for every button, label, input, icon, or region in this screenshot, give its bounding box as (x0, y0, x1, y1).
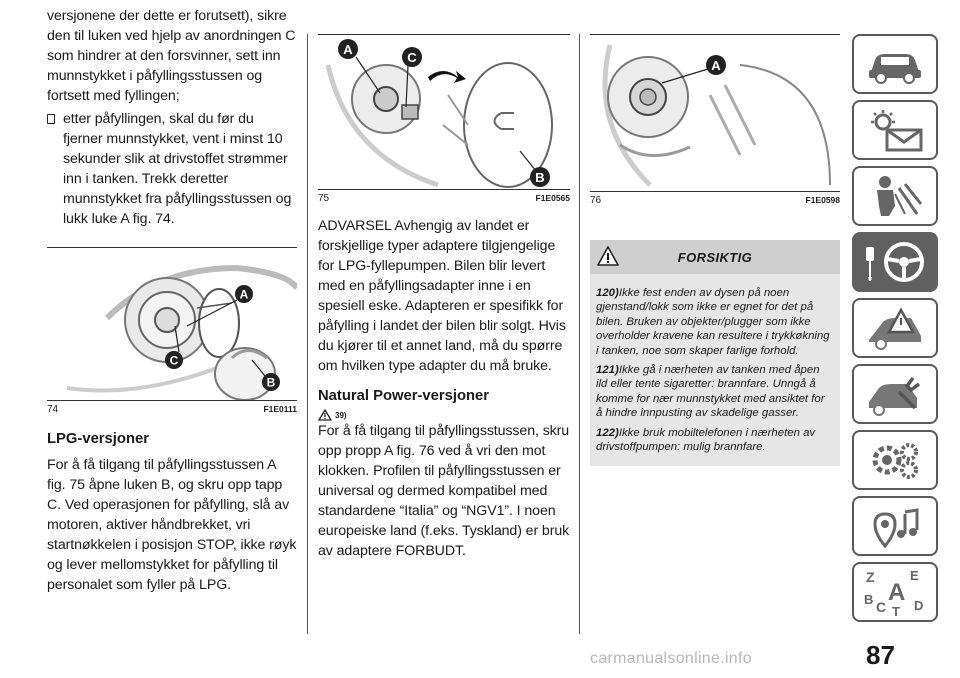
label-a (706, 55, 726, 75)
figure-code: F1E0565 (535, 193, 570, 203)
chapter-tabs (852, 34, 938, 628)
bullet-item (47, 109, 297, 229)
label-c (165, 351, 183, 369)
emergency-icon (865, 306, 925, 350)
caution-item-text: Ikke gå i nærheten av tanken med åpen ild eller tente sigaretter: brannfare. Unngå å komme for nær munnstykket med ansiktet for å hindre innpusting av skadelige gasser. (596, 364, 825, 420)
index-letter-z: Z (866, 569, 875, 585)
figure-code: F1E0598 (805, 195, 840, 205)
tab-multimedia[interactable] (852, 496, 938, 556)
tab-driving[interactable] (852, 232, 938, 292)
natural-power-paragraph: For å få tilgang til påfyllingsstussen, skru opp propp A fig. 76 ved å vri den mot klokken. Profilen til påfyllingsstussen er universal og dermed kompatibel med standardene “Italia” og “NGV1”. I noen europeiske land (f.eks. Tyskland) er bruk av adaptere FORBUDT. (318, 423, 570, 559)
caution-item (596, 426, 834, 455)
page-number: 87 (866, 640, 895, 670)
figure-number: 76 (590, 195, 602, 206)
label-a (338, 39, 358, 59)
svg-text:C: C (407, 50, 417, 65)
tab-emergency[interactable] (852, 298, 938, 358)
intro-paragraph: versjonene der dette er forutsett), sikre den til luken ved hjelp av anordningen C som hindrer at den forsvinner, sett inn munnstykket i påfyllingsstussen og fortsett med fyllingen; (47, 8, 296, 104)
column-divider-2 (579, 34, 580, 634)
caution-box (590, 240, 840, 466)
caution-item (596, 363, 834, 421)
svg-text:C: C (169, 353, 179, 368)
figure-74 (47, 247, 297, 401)
label-b (262, 373, 280, 391)
lpg-filler-illustration (318, 35, 570, 189)
safety-icon (865, 174, 925, 218)
index-letter-c: C (876, 599, 887, 615)
caution-item-number: 122) (596, 426, 619, 439)
label-b (530, 167, 550, 187)
figure-number: 74 (47, 404, 59, 415)
caution-item-number: 120) (596, 287, 619, 299)
index-letter-e: E (910, 568, 919, 583)
svg-text:A: A (711, 58, 721, 73)
caution-item (596, 286, 834, 358)
figure-75 (318, 34, 570, 190)
tab-car-overview[interactable] (852, 34, 938, 94)
tab-safety[interactable] (852, 166, 938, 226)
bullet-square-icon (47, 114, 55, 124)
label-a (235, 285, 253, 303)
fuel-flap-illustration (47, 248, 297, 400)
technical-data-icon (865, 438, 925, 482)
caution-title: FORSIKTIG (677, 249, 753, 265)
index-letter-a: A (888, 579, 906, 606)
figure-76-caption (590, 195, 840, 206)
caution-item-text: Ikke fest enden av dysen på noen gjenstand/lokk som ikke er egnet for det på bilen. Bruken av objekter/plugger som ikke overholder kravene kan resultere i trykkøkning i tanken, noe som skaper farlige forhold. (596, 287, 830, 357)
reference-marker (318, 409, 570, 421)
caution-item-text: Ikke bruk mobiltelefonen i nærheten av drivstoffpumpen: mulig brannfare. (596, 426, 816, 454)
tab-index[interactable] (852, 562, 938, 622)
bullet-text: etter påfyllingen, skal du før du fjerner munnstykket, vent i minst 10 sekunder slik at drivstoffet strømmer inn i tanken. Trekk deretter munnstykket fra påfyllingsstussen og lukk luke A fig. 74. (63, 111, 292, 227)
figure-76 (590, 34, 840, 192)
svg-text:B: B (535, 170, 545, 185)
index-letter-d: D (914, 598, 924, 613)
reference-number: 39) (335, 410, 347, 420)
multimedia-icon (865, 504, 925, 548)
maintenance-icon (865, 372, 925, 416)
index-icon (860, 566, 930, 618)
column-2 (318, 34, 570, 561)
natural-power-heading: Natural Power-versjoner (318, 388, 490, 404)
caution-item-number: 121) (596, 364, 619, 377)
index-letter-t: T (892, 604, 900, 618)
caution-body (590, 274, 840, 469)
label-c (402, 47, 422, 67)
car-overview-icon (865, 44, 925, 84)
driving-icon (860, 239, 930, 285)
figure-74-caption (47, 404, 297, 415)
column-divider-1 (307, 34, 308, 634)
caution-header (590, 240, 840, 274)
watermark: carmanualsonline.info (590, 650, 752, 667)
lpg-paragraph: For å få tilgang til påfyllingsstussen A fig. 75 åpne luken B, og skru opp tapp C. Ved operasjonen for påfylling, slå av motoren, aktiver håndbrekket, vri startnøkkelen i posisjon STOP, ikke røyk og lever mellomstykket for påfylling til personalet som fyller på LPG. (47, 457, 297, 593)
figure-75-caption (318, 193, 570, 204)
column-1 (47, 6, 297, 595)
tab-technical-data[interactable] (852, 430, 938, 490)
warning-triangle-icon (318, 409, 332, 421)
column-3 (590, 34, 840, 466)
svg-text:A: A (343, 42, 353, 57)
tab-warning-lights[interactable] (852, 100, 938, 160)
svg-text:A: A (239, 287, 249, 302)
warning-triangle-icon (596, 245, 620, 267)
advarsel-paragraph: ADVARSEL Avhengig av landet er forskjellige typer adaptere tilgjengelige for LPG-fyllepumpen. Bilen blir levert med en påfyllingsadapter inne i en spesiell eske. Adapteren er spesifikk for påfylling i landet der bilen blir solgt. Hvis du kjører til et annet land, må du spørre om hvilken type adapter du må bruke. (318, 218, 566, 374)
lpg-heading: LPG-versjoner (47, 431, 149, 447)
warning-lights-icon (865, 108, 925, 152)
tab-maintenance[interactable] (852, 364, 938, 424)
svg-text:B: B (266, 375, 276, 390)
cng-filler-illustration (590, 35, 840, 191)
figure-code: F1E0111 (263, 404, 297, 414)
figure-number: 75 (318, 193, 330, 204)
index-letter-b: B (864, 592, 874, 607)
